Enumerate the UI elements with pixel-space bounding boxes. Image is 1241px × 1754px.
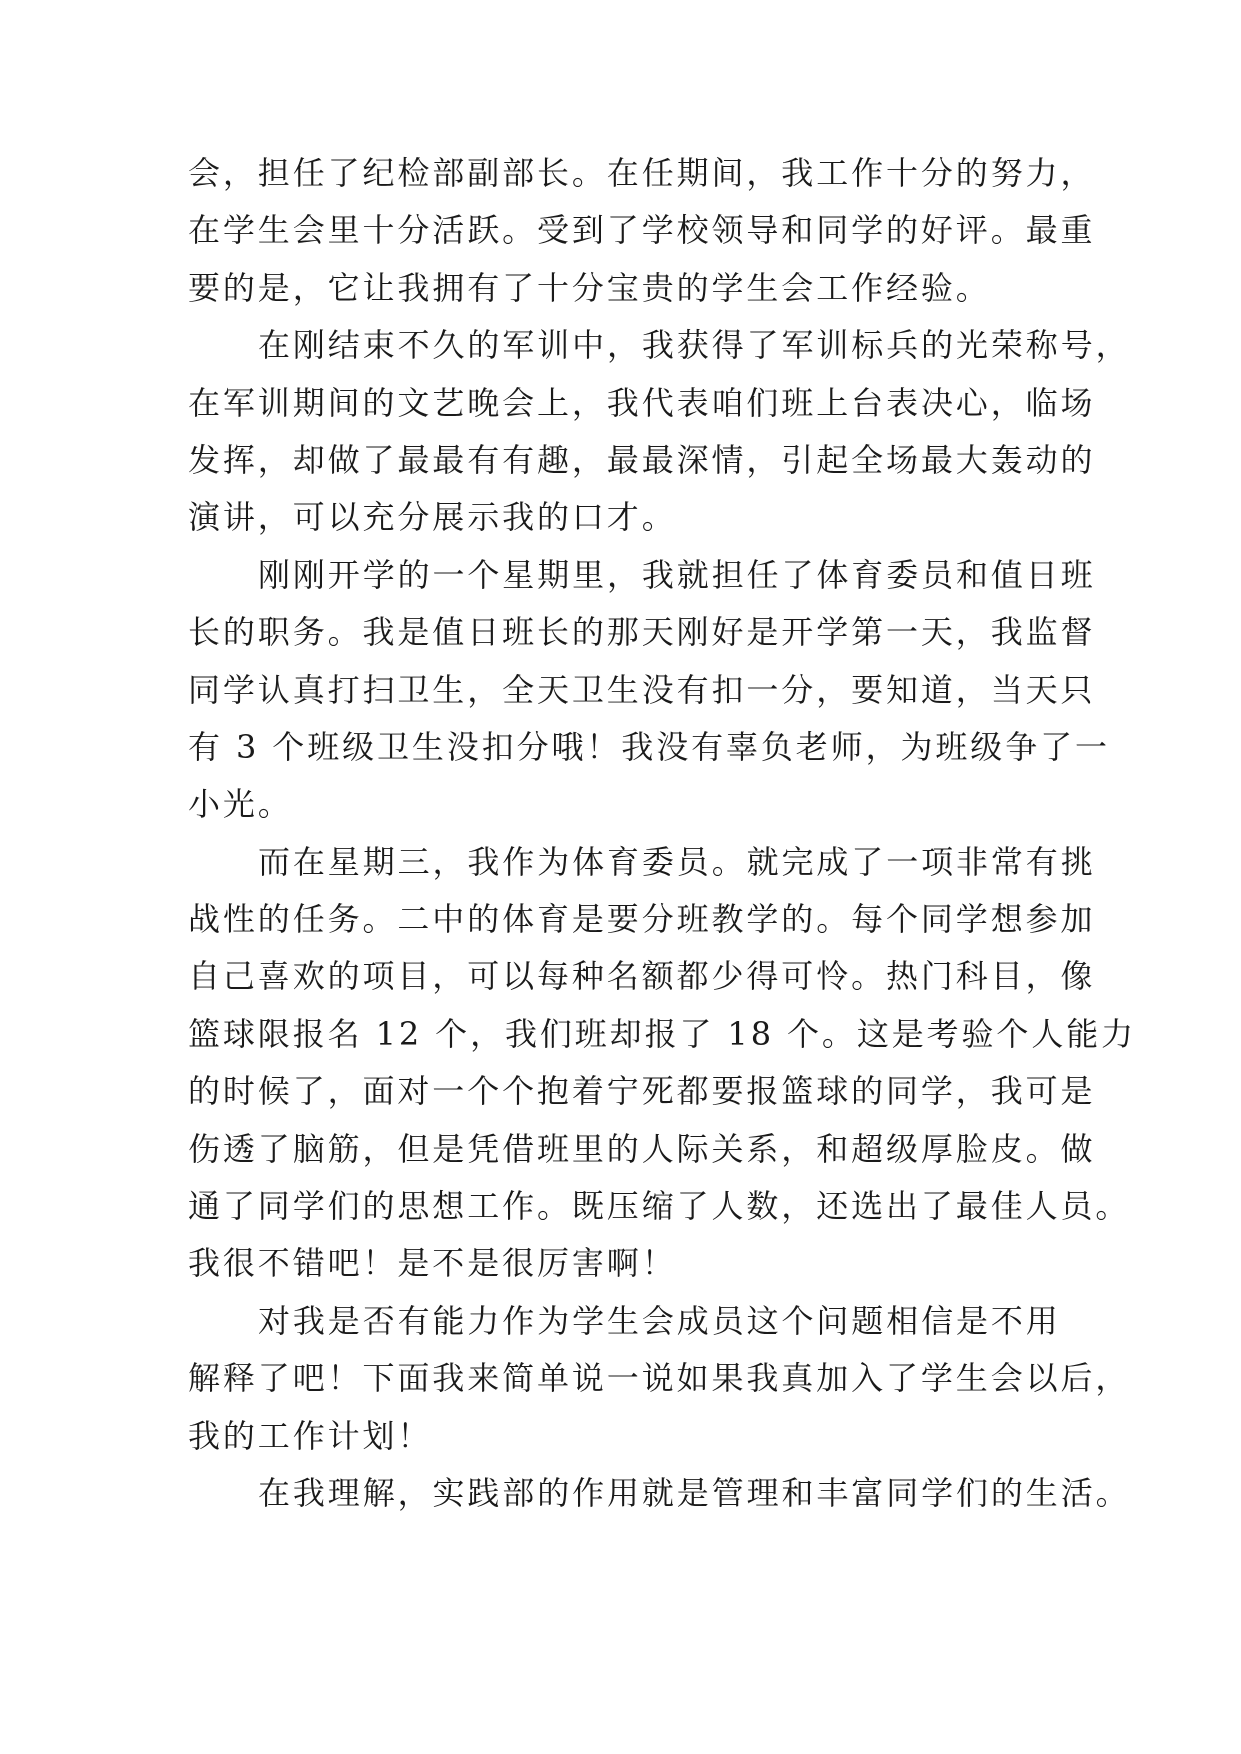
text-line: 在我理解，实践部的作用就是管理和丰富同学们的生活。 <box>258 1473 1131 1512</box>
text-line: 解释了吧！下面我来简单说一说如果我真加入了学生会以后， <box>188 1359 1131 1398</box>
text-line: 战性的任务。二中的体育是要分班教学的。每个同学想参加 <box>188 900 1096 939</box>
text-line: 篮球限报名 12 个，我们班却报了 18 个。这是考验个人能力 <box>188 1014 1137 1053</box>
text-line: 会，担任了纪检部副部长。在任期间，我工作十分的努力， <box>188 154 1096 192</box>
text-line: 自己喜欢的项目，可以每种名额都少得可怜。热门科目，像 <box>188 957 1096 996</box>
text-line: 发挥，却做了最最有有趣，最最深情，引起全场最大轰动的 <box>188 440 1096 479</box>
document-body <box>188 145 1137 1522</box>
text-line: 而在星期三，我作为体育委员。就完成了一项非常有挑 <box>258 842 1096 881</box>
text-line: 在刚结束不久的军训中，我获得了军训标兵的光荣称号， <box>258 326 1131 365</box>
text-line: 同学认真打扫卫生，全天卫生没有扣一分，要知道，当天只 <box>188 670 1096 709</box>
text-lines <box>188 145 1137 1522</box>
text-line: 刚刚开学的一个星期里，我就担任了体育委员和值日班 <box>258 555 1096 594</box>
text-line: 有 3 个班级卫生没扣分哦！我没有辜负老师，为班级争了一 <box>188 727 1110 766</box>
text-line: 的时候了，面对一个个抱着宁死都要报篮球的同学，我可是 <box>188 1072 1096 1111</box>
text-line: 要的是，它让我拥有了十分宝贵的学生会工作经验。 <box>188 268 991 307</box>
text-line: 通了同学们的思想工作。既压缩了人数，还选出了最佳人员。 <box>188 1187 1131 1226</box>
text-line: 在军训期间的文艺晚会上，我代表咱们班上台表决心，临场 <box>188 383 1096 422</box>
text-line: 在学生会里十分活跃。受到了学校领导和同学的好评。最重 <box>188 211 1096 250</box>
text-line: 伤透了脑筋，但是凭借班里的人际关系，和超级厚脸皮。做 <box>188 1129 1096 1168</box>
text-line: 小光。 <box>188 785 293 824</box>
text-line: 我很不错吧！是不是很厉害啊！ <box>188 1244 677 1283</box>
text-line: 演讲，可以充分展示我的口才。 <box>188 498 677 537</box>
text-line: 我的工作计划！ <box>188 1416 433 1455</box>
text-line: 对我是否有能力作为学生会成员这个问题相信是不用 <box>258 1301 1061 1340</box>
text-line: 长的职务。我是值日班长的那天刚好是开学第一天，我监督 <box>188 613 1096 652</box>
